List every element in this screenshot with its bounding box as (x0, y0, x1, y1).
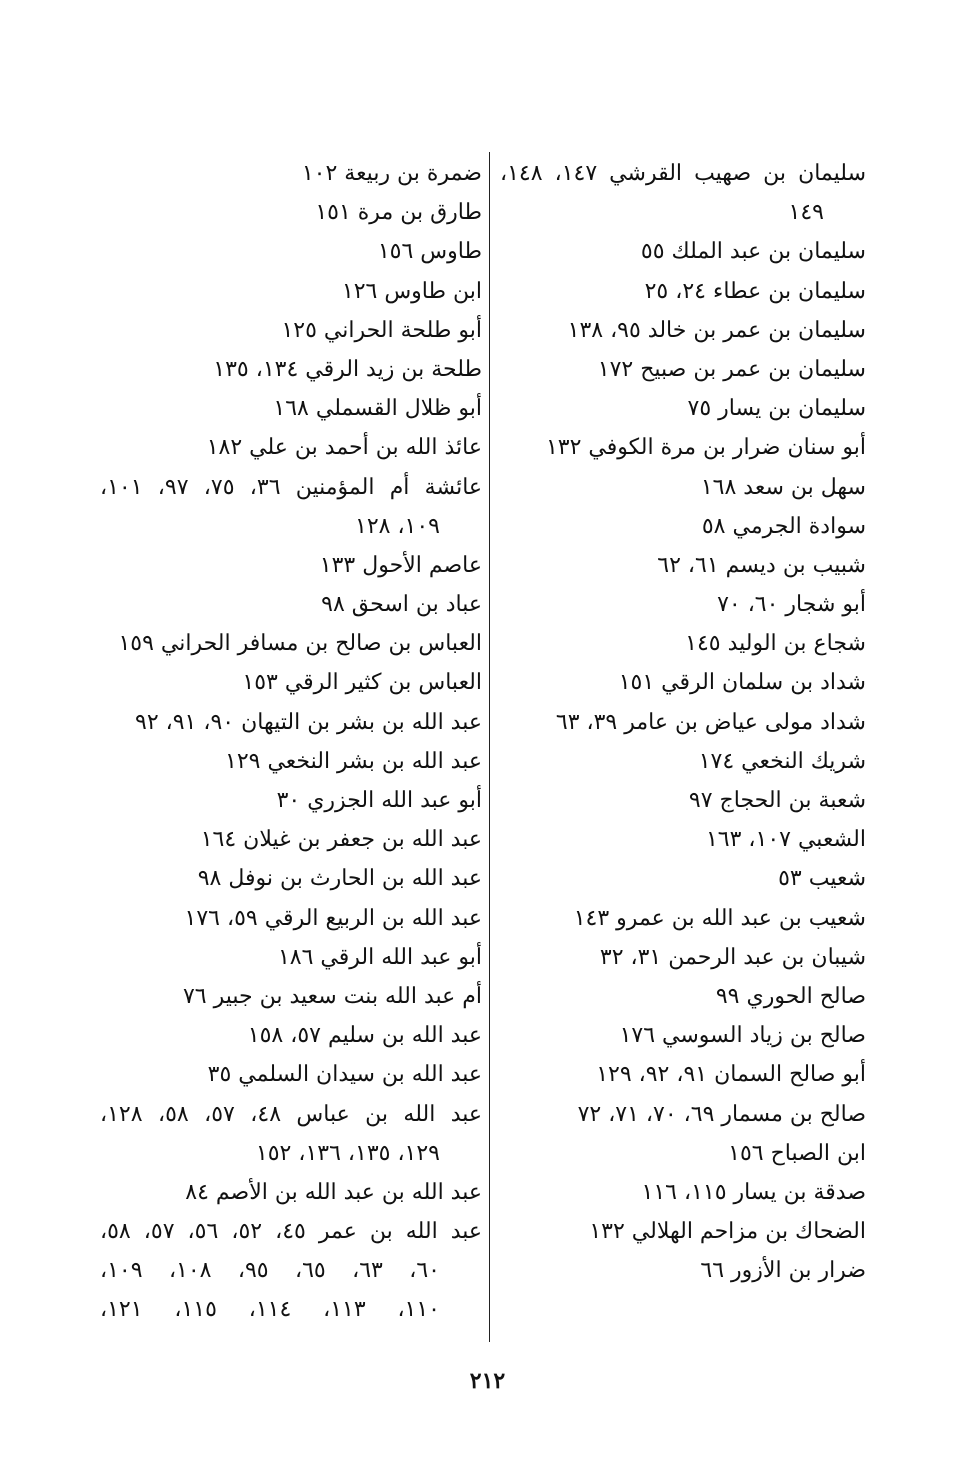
index-entry: العباس بن كثير الرقي ١٥٣ (242, 670, 482, 696)
index-entry: سليمان بن عبد الملك ٥٥ (640, 239, 866, 265)
index-entry: شجاع بن الوليد ١٤٥ (685, 631, 866, 657)
index-entry: أم عبد الله بنت سعيد بن جبير ٧٦ (182, 983, 482, 1009)
index-entry: سوادة الجرمي ٥٨ (701, 513, 866, 539)
index-entry: شعبة بن الحجاج ٩٧ (688, 788, 866, 813)
index-entry: عبد الله بن الربيع الرقي ٥٩، ١٧٦ (184, 905, 482, 931)
index-entry: عباد بن اسحق ٩٨ (321, 592, 482, 618)
index-entry: عبد الله بن عباس ٤٨، ٥٧، ٥٨، ١٢٨، (100, 1101, 483, 1127)
index-entry: شريك النخعي ١٧٤ (698, 748, 866, 774)
index-entry: شعيب ٥٣ (778, 866, 866, 892)
index-entry: عائشة أم المؤمنين ٣٦، ٧٥، ٩٧، ١٠١، (100, 474, 483, 500)
index-entry: عبد الله بن عبد الله بن الأصم ٨٤ (185, 1179, 482, 1205)
index-entry: شداد مولى عياض بن عامر ٣٩، ٦٣ (555, 709, 866, 735)
index-column-right (500, 154, 866, 1290)
index-entry-continuation: ١١٠، ١١٣، ١١٤، ١١٥، ١٢١، (100, 1297, 440, 1323)
index-entry: صالح الحوري ٩٩ (715, 983, 866, 1009)
index-entry: أبو شجار ٦٠، ٧٠ (717, 592, 866, 618)
index-entry: الضحاك بن مزاحم الهلالي ١٣٢ (589, 1219, 866, 1245)
index-entry: طلحة بن زيد الرقي ١٣٤، ١٣٥ (213, 356, 482, 382)
index-entry: عبد الله بن جعفر بن غيلان ١٦٤ (200, 827, 482, 853)
index-entry: شبيب بن ديسم ٦١، ٦٢ (657, 552, 866, 578)
index-entry: سليمان بن عطاء ٢٤، ٢٥ (644, 278, 866, 304)
index-entry: سليمان بن عمر بن صبيح ١٧٢ (597, 356, 866, 382)
index-entry: أبو صالح السمان ٩١، ٩٢، ١٢٩ (596, 1062, 866, 1088)
index-entry-continuation: ١٢٩، ١٣٥، ١٣٦، ١٥٢ (255, 1140, 440, 1166)
index-entry: صالح بن مسمار ٦٩، ٧٠، ٧١، ٧٢ (577, 1101, 866, 1127)
index-entry: سليمان بن صهيب القرشي ١٤٧، ١٤٨، (500, 161, 866, 186)
index-entry: أبو عبد الله الرقي ١٨٦ (277, 944, 482, 970)
index-entry: عبد الله بن عمر ٤٥، ٥٢، ٥٦، ٥٧، ٥٨، (100, 1219, 483, 1245)
index-entry: ضرار بن الأزور ٦٦ (700, 1258, 866, 1284)
index-entry: ضمرة بن ربيعة ١٠٢ (301, 161, 482, 186)
index-entry: ابن طاوس ١٢٦ (341, 278, 482, 304)
page-number: ٢١٢ (469, 1368, 506, 1394)
index-entry: صدقة بن يسار ١١٥، ١١٦ (641, 1179, 866, 1205)
index-entry: العباس بن صالح بن مسافر الحراني ١٥٩ (118, 631, 482, 657)
index-column-left (100, 154, 482, 1330)
index-entry: شيبان بن عبد الرحمن ٣١، ٣٢ (599, 944, 866, 970)
index-entry-continuation: ١٠٩، ١٢٨ (355, 513, 440, 539)
index-entry: الشعبي ١٠٧، ١٦٣ (705, 827, 866, 853)
column-divider (489, 152, 490, 1342)
index-entry: عبد الله بن الحارث بن نوفل ٩٨ (197, 866, 482, 892)
index-entry-continuation: ١٤٩ (788, 200, 824, 226)
index-entry: عائذ الله بن أحمد بن علي ١٨٢ (206, 435, 482, 461)
index-entry: أبو سنان ضرار بن مرة الكوفي ١٣٢ (545, 435, 866, 461)
index-entry: سليمان بن يسار ٧٥ (687, 396, 866, 422)
index-entry-continuation: ٦٠، ٦٣، ٦٥، ٩٥، ١٠٨، ١٠٩، (100, 1258, 440, 1284)
index-entry: شداد بن سلمان الرقي ١٥١ (618, 670, 866, 696)
index-entry: عبد الله بن سيدان السلمي ٣٥ (207, 1062, 482, 1088)
index-entry: عبد الله بن بشر النخعي ١٢٩ (225, 748, 482, 774)
index-entry: عاصم الأحول ١٣٣ (319, 552, 482, 578)
index-entry: طارق بن مرة ١٥١ (315, 200, 482, 226)
index-entry: أبو طلحة الحراني ١٢٥ (281, 317, 482, 343)
index-entry: سهل بن سعد ١٦٨ (700, 474, 866, 500)
index-entry: أبو عبد الله الجزري ٣٠ (276, 788, 482, 813)
index-entry: ابن الصباح ١٥٦ (728, 1140, 866, 1166)
index-entry: سليمان بن عمر بن خالد ٩٥، ١٣٨ (567, 317, 866, 343)
index-entry: طاوس ١٥٦ (377, 239, 482, 265)
index-entry: عبد الله بن سليم ٥٧، ١٥٨ (247, 1023, 482, 1049)
index-entry: عبد الله بن بشر بن التيهان ٩٠، ٩١، ٩٢ (135, 709, 482, 735)
index-entry: صالح بن زياد السوسي ١٧٦ (619, 1023, 866, 1049)
index-entry: أبو ظلال القسملي ١٦٨ (273, 396, 482, 422)
index-entry: شعيب بن عبد الله بن عمرو ١٤٣ (573, 905, 866, 931)
